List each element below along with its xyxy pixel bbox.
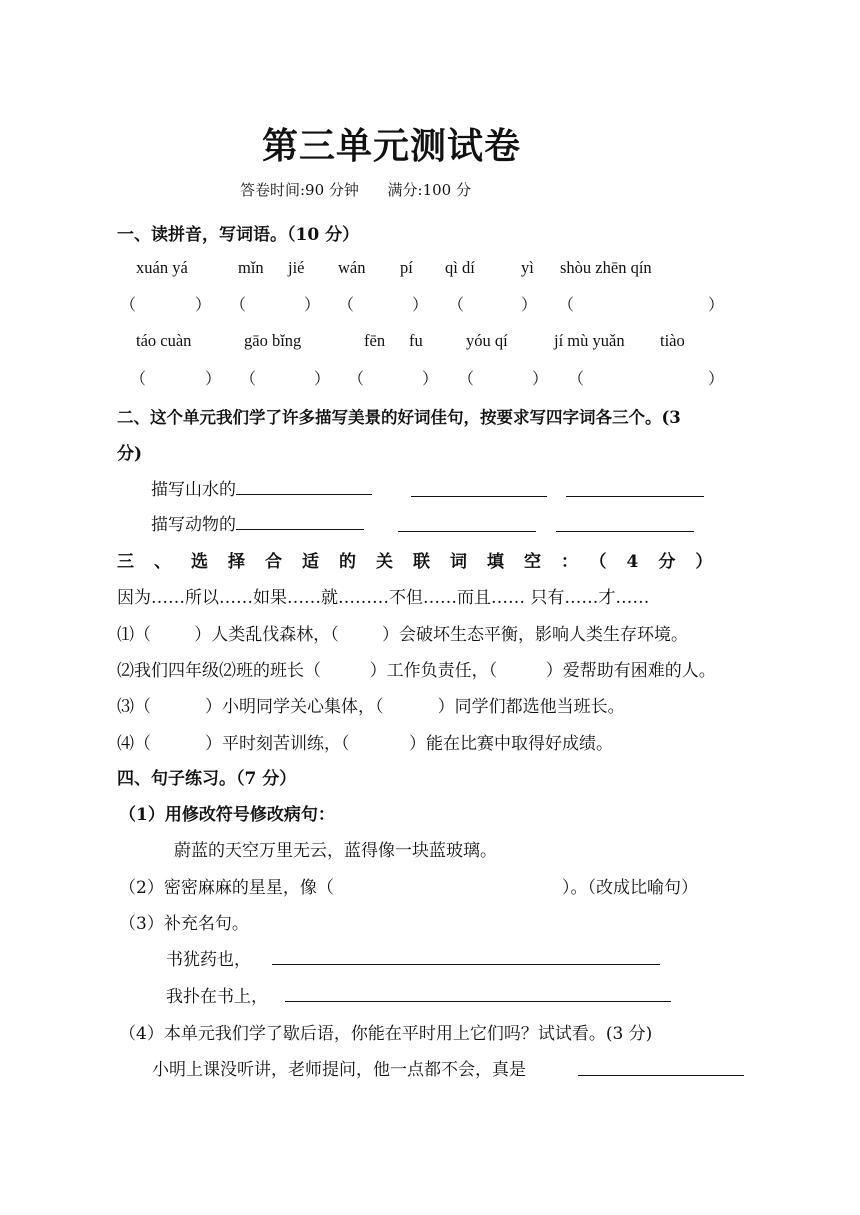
pinyin-item: yì <box>521 258 534 277</box>
answer-blank[interactable] <box>236 476 372 495</box>
question-3-3: ⑶（ ）小明同学关心集体，（ ）同学们都选他当班长。 <box>117 697 625 717</box>
question-4-1-label: （1）用修改符号修改病句： <box>119 805 335 825</box>
question-4-3-label: （3）补充名句。 <box>119 914 249 934</box>
question-3-2: ⑵我们四年级⑵班的班长（ ）工作负责任，（ ）爱帮助有困难的人。 <box>117 661 716 681</box>
question-4-2-start: （2）密密麻麻的星星，像（ <box>119 878 334 898</box>
exam-info: 答卷时间:90 分钟 满分:100 分 <box>240 181 471 199</box>
answer-paren-left: （ <box>348 371 365 388</box>
page-title: 第三单元测试卷 <box>262 125 522 167</box>
pinyin-item: gāo bǐng <box>244 331 302 350</box>
answer-blank[interactable] <box>285 983 671 1002</box>
question-4-2-end: ）。（改成比喻句） <box>562 878 698 898</box>
pinyin-item: mǐn <box>238 258 264 277</box>
section-2-heading-cont: 分) <box>117 444 143 464</box>
pinyin-item: fēn <box>364 331 386 350</box>
answer-paren-left: （ <box>338 297 355 314</box>
answer-paren-right: ） <box>521 297 538 314</box>
section-2-heading: 二、这个单元我们学了许多描写美景的好词佳句，按要求写四字词各三个。(3 <box>117 408 681 427</box>
answer-blank[interactable] <box>272 946 660 965</box>
question-4-4-sentence: 小明上课没听讲，老师提问，他一点都不会，真是 <box>152 1060 526 1080</box>
question-4-4-label: （4）本单元我们学了歇后语，你能在平时用上它们吗？试试看。(3 分) <box>119 1024 653 1044</box>
answer-paren-right: ） <box>314 371 331 388</box>
answer-paren-left: （ <box>130 371 147 388</box>
conjunction-options: 因为……所以……如果……就………不但……而且…… 只有……才…… <box>117 588 650 608</box>
answer-paren-left: （ <box>448 297 465 314</box>
answer-paren-left: （ <box>230 297 247 314</box>
answer-paren-right: ） <box>205 371 222 388</box>
answer-paren-left: （ <box>558 297 575 314</box>
fill-label: 描写山水的 <box>151 480 236 500</box>
answer-blank[interactable] <box>411 478 547 497</box>
section-4-heading: 四、句子练习。（7 分） <box>117 769 297 789</box>
pinyin-item: tiào <box>660 331 685 350</box>
fill-row <box>151 475 372 500</box>
question-3-4: ⑷（ ）平时刻苦训练，（ ）能在比赛中取得好成绩。 <box>117 734 613 754</box>
answer-paren-right: ） <box>708 371 725 388</box>
answer-blank[interactable] <box>236 511 364 530</box>
answer-paren-left: （ <box>240 371 257 388</box>
pinyin-item: shòu zhēn qín <box>560 258 652 277</box>
pinyin-item: jié <box>288 258 305 277</box>
answer-blank[interactable] <box>566 478 704 497</box>
answer-paren-left: （ <box>458 371 475 388</box>
answer-paren-left: （ <box>120 297 137 314</box>
fill-row <box>151 510 364 535</box>
pinyin-item: xuán yá <box>136 258 188 277</box>
answer-paren-right: ） <box>422 371 439 388</box>
section-1-heading: 一、读拼音，写词语。（10 分） <box>117 225 360 245</box>
pinyin-item: qì dí <box>445 258 475 277</box>
answer-blank[interactable] <box>556 513 694 532</box>
question-3-1: ⑴（ ）人类乱伐森林，（ ）会破坏生态平衡，影响人类生存环境。 <box>117 625 688 645</box>
section-3-heading: 三、选择合适的关联词填空：（4分） <box>117 552 733 572</box>
pinyin-item: pí <box>400 258 413 277</box>
pinyin-item: yóu qí <box>466 331 508 350</box>
pinyin-item: fu <box>409 331 423 350</box>
quote-prompt: 我扑在书上， <box>166 987 268 1007</box>
answer-paren-left: （ <box>568 371 585 388</box>
pinyin-item: wán <box>338 258 366 277</box>
answer-paren-right: ） <box>412 297 429 314</box>
pinyin-item: jí mù yuǎn <box>554 331 625 350</box>
sick-sentence: 蔚蓝的天空万里无云，蓝得像一块蓝玻璃。 <box>174 841 497 861</box>
answer-paren-right: ） <box>532 371 549 388</box>
answer-paren-right: ） <box>304 297 321 314</box>
fill-label: 描写动物的 <box>151 515 236 535</box>
answer-paren-right: ） <box>195 297 212 314</box>
answer-blank[interactable] <box>398 513 536 532</box>
pinyin-item: táo cuàn <box>136 331 192 350</box>
quote-prompt: 书犹药也， <box>166 950 251 970</box>
answer-blank[interactable] <box>578 1057 744 1076</box>
answer-paren-right: ） <box>708 297 725 314</box>
